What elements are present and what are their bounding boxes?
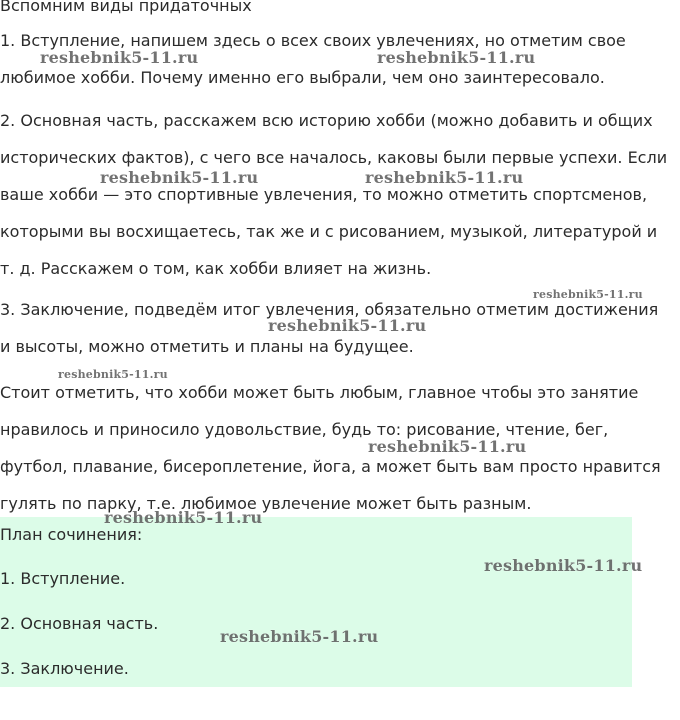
watermark: reshebnik5-11.ru: [368, 437, 527, 456]
paragraph-conclusion: 3. Заключение, подведём итог увлечения, обязательно отметим достижения и высоты, можно отметить и планы на будущее.: [0, 300, 659, 356]
watermark: reshebnik5-11.ru: [268, 316, 427, 335]
watermark: reshebnik5-11.ru: [377, 48, 536, 67]
watermark: reshebnik5-11.ru: [533, 288, 643, 301]
watermark: reshebnik5-11.ru: [40, 48, 199, 67]
watermark: reshebnik5-11.ru: [365, 168, 524, 187]
watermark: reshebnik5-11.ru: [220, 627, 379, 646]
plan-item-introduction: 1. Вступление.: [0, 569, 126, 588]
paragraph-main-part: 2. Основная часть, расскажем всю историю хобби (можно добавить и общих исторических фактов), с чего все началось, каковы были первые успехи. Если ваше хобби — это спортивные увлечения, то можно отметить спортсменов, которыми вы восхищаетесь, так же и с рисованием, музыкой, литературой и т. д. Расскажем о том, как хобби влияет на жизнь.: [0, 111, 668, 278]
paragraph-introduction: 1. Вступление, напишем здесь о всех своих увлечениях, но отметим свое любимое хобби. Почему именно его выбрали, чем оно заинтересовало.: [0, 31, 626, 87]
plan-item-conclusion: 3. Заключение.: [0, 659, 129, 678]
plan-item-main-part: 2. Основная часть.: [0, 614, 159, 633]
paragraph-note: Стоит отметить, что хобби может быть любым, главное чтобы это занятие нравилось и приносило удовольствие, будь то: рисование, чтение, бег, футбол, плавание, бисероплетение, йога, а может быть вам просто нравится гулять по парку, т.е. любимое увлечение может быть разным.: [0, 383, 661, 513]
watermark: reshebnik5-11.ru: [100, 168, 259, 187]
watermark: reshebnik5-11.ru: [104, 508, 263, 527]
plan-title: План сочинения:: [0, 525, 143, 544]
watermark: reshebnik5-11.ru: [58, 368, 168, 381]
watermark: reshebnik5-11.ru: [484, 556, 643, 575]
cut-off-heading: Вспомним виды придаточных: [0, 0, 252, 15]
